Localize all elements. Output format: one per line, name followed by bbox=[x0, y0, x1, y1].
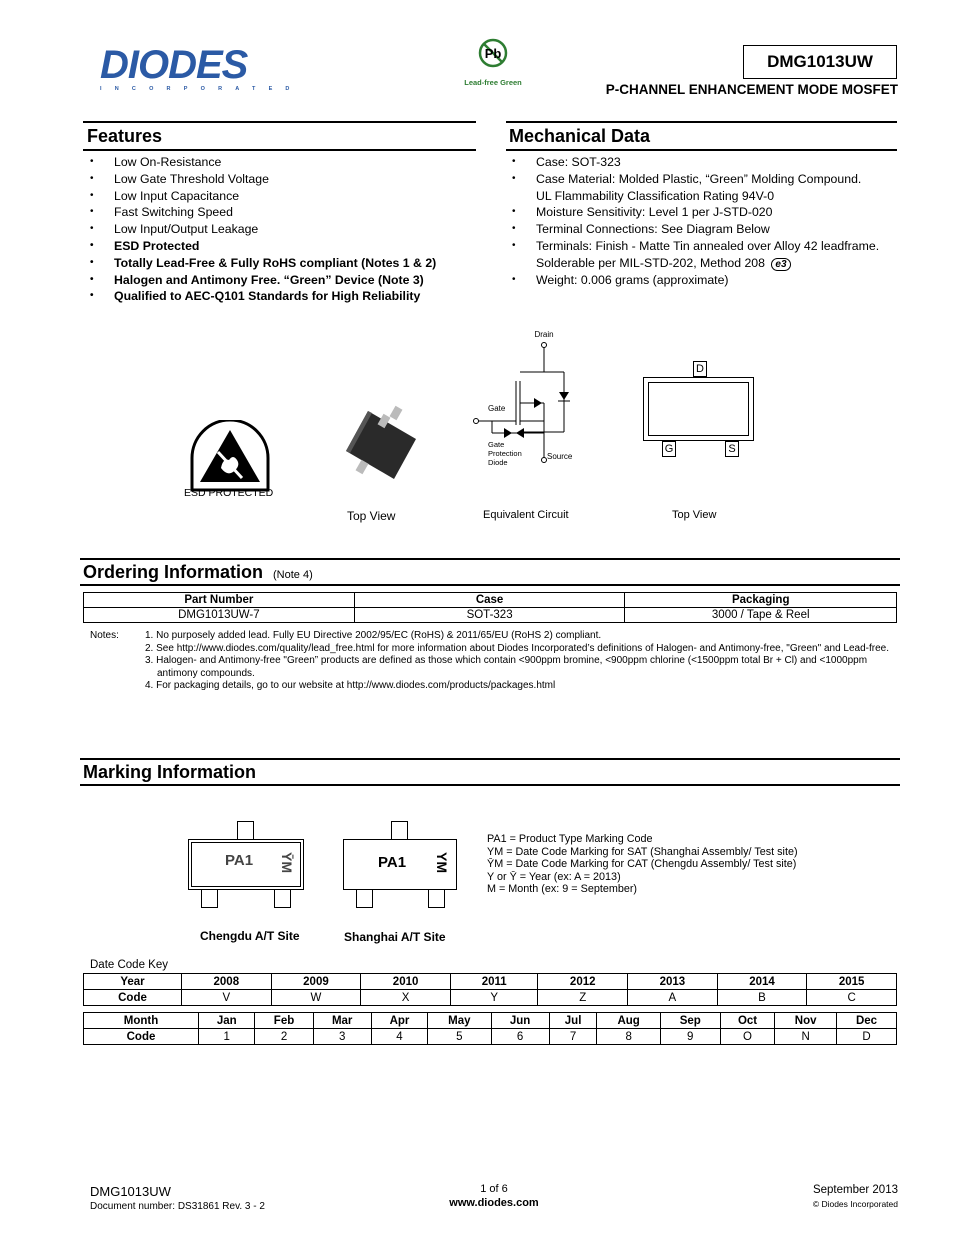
table-cell: Apr bbox=[371, 1013, 427, 1029]
diodes-logo bbox=[100, 43, 303, 96]
equivalent-circuit-caption: Equivalent Circuit bbox=[483, 509, 569, 521]
legend-line: Y or Ȳ = Year (ex: A = 2013) bbox=[487, 870, 621, 883]
mech-item bbox=[508, 238, 897, 272]
legend-line: PA1 = Product Type Marking Code bbox=[487, 833, 653, 845]
month-code-table bbox=[83, 1012, 897, 1045]
shanghai-site-label: Shanghai A/T Site bbox=[344, 930, 446, 944]
table-cell: Nov bbox=[775, 1013, 837, 1029]
table-cell: X bbox=[361, 990, 451, 1006]
footer-page-number: 1 of 6 bbox=[480, 1183, 508, 1195]
table-cell: 2014 bbox=[717, 974, 807, 990]
col-header: Part Number bbox=[84, 593, 355, 608]
table-cell: 4 bbox=[371, 1029, 427, 1045]
note-item: 3. Halogen- and Antimony-free "Green” products are defined as those which contain <900ppm bromine, <900ppm chlorine (<1500ppm total Br + Cl) and <1000ppm antimony compounds. bbox=[145, 655, 868, 679]
table-header-row bbox=[84, 593, 897, 608]
table-cell: Mar bbox=[313, 1013, 371, 1029]
mech-item-line: • Case Material: Molded Plastic, “Green” Molding Compound. bbox=[536, 171, 862, 186]
mech-item-line bbox=[536, 255, 897, 272]
pinout-inner-body bbox=[648, 382, 749, 436]
table-cell: 6 bbox=[491, 1029, 549, 1045]
col-header: Case bbox=[354, 593, 625, 608]
note-item: 2. See http://www.diodes.com/quality/lead_free.html for more information about Diodes Incorporated’s definitions of Halogen- and Antimony-free, "Green" and Lead-free. bbox=[145, 642, 889, 654]
table-cell: Code bbox=[84, 1029, 199, 1045]
table-cell: N bbox=[775, 1029, 837, 1045]
drain-label: Drain bbox=[534, 330, 554, 339]
feature-item: • Totally Lead-Free & Fully RoHS compliant (Notes 1 & 2) bbox=[86, 255, 476, 272]
chengdu-site-label: Chengdu A/T Site bbox=[200, 929, 300, 943]
ordering-top-rule bbox=[80, 558, 900, 560]
ordering-table bbox=[83, 592, 897, 623]
table-cell: 5 bbox=[428, 1029, 491, 1045]
marking-top-rule bbox=[80, 758, 900, 760]
ordering-title bbox=[83, 562, 313, 583]
gate-diode-label-1: Gate bbox=[488, 440, 505, 449]
marking-bottom-rule bbox=[80, 784, 900, 786]
feature-item: • Low Gate Threshold Voltage bbox=[86, 171, 476, 188]
shanghai-pa1-code: PA1 bbox=[378, 854, 407, 871]
lead-free-label: Lead-free Green bbox=[464, 78, 522, 87]
table-cell: W bbox=[271, 990, 361, 1006]
part-number-box: DMG1013UW bbox=[743, 45, 897, 79]
chengdu-marking-package bbox=[188, 839, 304, 890]
shanghai-marking-package bbox=[343, 839, 457, 890]
table-cell: Sep bbox=[660, 1013, 720, 1029]
chengdu-pa1-code: PA1 bbox=[225, 852, 254, 869]
table-cell: Year bbox=[84, 974, 182, 990]
table-cell: Month bbox=[84, 1013, 199, 1029]
pin-d: D bbox=[693, 361, 707, 377]
ordering-notes bbox=[90, 630, 900, 693]
legend-line: M = Month (ex: 9 = September) bbox=[487, 883, 638, 895]
top-view-caption-2: Top View bbox=[672, 509, 717, 521]
mech-item: • Case: SOT-323 bbox=[508, 154, 897, 171]
table-cell: 3000 / Tape & Reel bbox=[625, 608, 897, 623]
table-cell: May bbox=[428, 1013, 491, 1029]
gate-label: Gate bbox=[488, 404, 506, 413]
table-cell: Z bbox=[538, 990, 628, 1006]
table-cell: 9 bbox=[660, 1029, 720, 1045]
table-header-row bbox=[84, 1013, 897, 1029]
table-cell: C bbox=[807, 990, 897, 1006]
table-cell: O bbox=[720, 1029, 775, 1045]
mech-item-line: UL Flammability Classification Rating 94V-0 bbox=[536, 188, 775, 203]
table-cell: Oct bbox=[720, 1013, 775, 1029]
equivalent-circuit-diagram bbox=[462, 325, 582, 475]
table-cell: 1 bbox=[199, 1029, 255, 1045]
features-title: Features bbox=[87, 126, 163, 146]
year-code-table bbox=[83, 973, 897, 1006]
footer-copyright: © Diodes Incorporated bbox=[812, 1199, 898, 1209]
ordering-title-text: Ordering Information bbox=[83, 562, 263, 582]
table-cell: Code bbox=[84, 990, 182, 1006]
features-bottom-rule bbox=[83, 149, 476, 151]
marking-legend bbox=[487, 833, 798, 896]
table-row bbox=[84, 990, 897, 1006]
gate-diode-label-2: Protection bbox=[488, 449, 522, 458]
table-cell: D bbox=[836, 1029, 896, 1045]
table-cell: 2009 bbox=[271, 974, 361, 990]
pin-g: G bbox=[662, 441, 676, 457]
footer-right bbox=[813, 1184, 898, 1209]
shanghai-right-lead bbox=[428, 889, 445, 908]
table-cell: 3 bbox=[313, 1029, 371, 1045]
e3-badge: e3 bbox=[771, 258, 790, 271]
chengdu-left-lead bbox=[201, 889, 218, 908]
pb-symbol: Pb bbox=[484, 46, 502, 61]
logo-subtext: INCORPORATED bbox=[100, 86, 303, 92]
table-header-row bbox=[84, 974, 897, 990]
table-cell: 8 bbox=[597, 1029, 660, 1045]
footer-part-number: DMG1013UW bbox=[90, 1184, 171, 1199]
footer-left bbox=[90, 1184, 265, 1212]
table-cell: Jul bbox=[549, 1013, 597, 1029]
source-label: Source bbox=[547, 452, 573, 461]
table-cell: 2008 bbox=[182, 974, 272, 990]
feature-item: • Low On-Resistance bbox=[86, 154, 476, 171]
table-cell: 2013 bbox=[628, 974, 718, 990]
mech-top-rule bbox=[506, 121, 897, 123]
shanghai-left-lead bbox=[356, 889, 373, 908]
footer-website-link[interactable]: www.diodes.com bbox=[449, 1197, 539, 1209]
feature-item: • Low Input/Output Leakage bbox=[86, 221, 476, 238]
mechanical-list bbox=[508, 154, 897, 288]
footer-center bbox=[427, 1183, 561, 1209]
features-top-rule bbox=[83, 121, 476, 123]
shanghai-top-lead bbox=[391, 821, 408, 840]
note-item: 1. No purposely added lead. Fully EU Directive 2002/95/EC (RoHS) & 2011/65/EU (RoHS 2) compliant. bbox=[145, 630, 602, 641]
table-cell: Dec bbox=[836, 1013, 896, 1029]
chengdu-top-lead bbox=[237, 821, 254, 840]
table-cell: Jan bbox=[199, 1013, 255, 1029]
ordering-note-ref: (Note 4) bbox=[273, 569, 313, 581]
feature-item: • ESD Protected bbox=[86, 238, 476, 255]
table-cell: SOT-323 bbox=[354, 608, 625, 623]
table-cell: 2 bbox=[255, 1029, 313, 1045]
table-cell: 2010 bbox=[361, 974, 451, 990]
feature-item: • Fast Switching Speed bbox=[86, 204, 476, 221]
table-cell: DMG1013UW-7 bbox=[84, 608, 355, 623]
note-item: 4. For packaging details, go to our website at http://www.diodes.com/products/packages.html bbox=[145, 680, 556, 692]
esd-protected-icon bbox=[188, 420, 272, 492]
marking-title: Marking Information bbox=[83, 762, 257, 782]
date-code-key-label: Date Code Key bbox=[90, 959, 168, 971]
gate-diode-label-3: Diode bbox=[488, 458, 508, 467]
legend-line: ȲM = Date Code Marking for CAT (Chengdu Assembly/ Test site) bbox=[487, 858, 797, 870]
features-list bbox=[86, 154, 476, 305]
logo-wordmark: DIODES bbox=[100, 43, 248, 87]
table-row bbox=[84, 608, 897, 623]
table-cell: Jun bbox=[491, 1013, 549, 1029]
table-cell: 7 bbox=[549, 1029, 597, 1045]
sot323-package-image bbox=[340, 405, 420, 487]
mech-item: • Moisture Sensitivity: Level 1 per J-STD-020 bbox=[508, 204, 897, 221]
table-cell: 2012 bbox=[538, 974, 628, 990]
table-cell: Aug bbox=[597, 1013, 660, 1029]
feature-item: • Low Input Capacitance bbox=[86, 188, 476, 205]
ordering-bottom-rule bbox=[80, 584, 900, 586]
mech-item bbox=[508, 171, 897, 205]
lead-free-icon bbox=[473, 37, 513, 71]
chengdu-ym-code: ȲM bbox=[279, 852, 295, 873]
chengdu-right-lead bbox=[274, 889, 291, 908]
mech-item: • Weight: 0.006 grams (approximate) bbox=[508, 272, 897, 289]
table-row bbox=[84, 1029, 897, 1045]
mech-bottom-rule bbox=[506, 149, 897, 151]
notes-label: Notes: bbox=[90, 630, 119, 641]
table-cell: 2015 bbox=[807, 974, 897, 990]
feature-item: • Qualified to AEC-Q101 Standards for High Reliability bbox=[86, 288, 476, 305]
col-header: Packaging bbox=[625, 593, 897, 608]
mech-item: • Terminal Connections: See Diagram Below bbox=[508, 221, 897, 238]
table-cell: Y bbox=[450, 990, 537, 1006]
top-view-caption-1: Top View bbox=[347, 509, 396, 523]
table-cell: A bbox=[628, 990, 718, 1006]
legend-line: YM = Date Code Marking for SAT (Shanghai Assembly/ Test site) bbox=[487, 845, 798, 858]
device-subtitle: P-CHANNEL ENHANCEMENT MODE MOSFET bbox=[605, 82, 898, 97]
shanghai-ym-code: YM bbox=[434, 852, 450, 873]
table-cell: V bbox=[182, 990, 272, 1006]
solderable-text: Solderable per MIL-STD-202, Method 208 bbox=[536, 255, 765, 270]
mech-item-line: • Terminals: Finish - Matte Tin annealed over Alloy 42 leadframe. bbox=[536, 238, 880, 253]
lead-free-green-badge bbox=[458, 37, 528, 87]
table-cell: B bbox=[717, 990, 807, 1006]
footer-date: September 2013 bbox=[812, 1184, 898, 1196]
table-cell: Feb bbox=[255, 1013, 313, 1029]
feature-item: • Halogen and Antimony Free. “Green” Device (Note 3) bbox=[86, 272, 476, 289]
esd-label: ESD PROTECTED bbox=[184, 487, 274, 499]
footer-doc-number: Document number: DS31861 Rev. 3 - 2 bbox=[90, 1201, 265, 1212]
pinout-package-outline bbox=[643, 377, 754, 441]
pin-s: S bbox=[725, 441, 739, 457]
table-cell: 2011 bbox=[450, 974, 537, 990]
mechanical-title: Mechanical Data bbox=[509, 126, 651, 146]
